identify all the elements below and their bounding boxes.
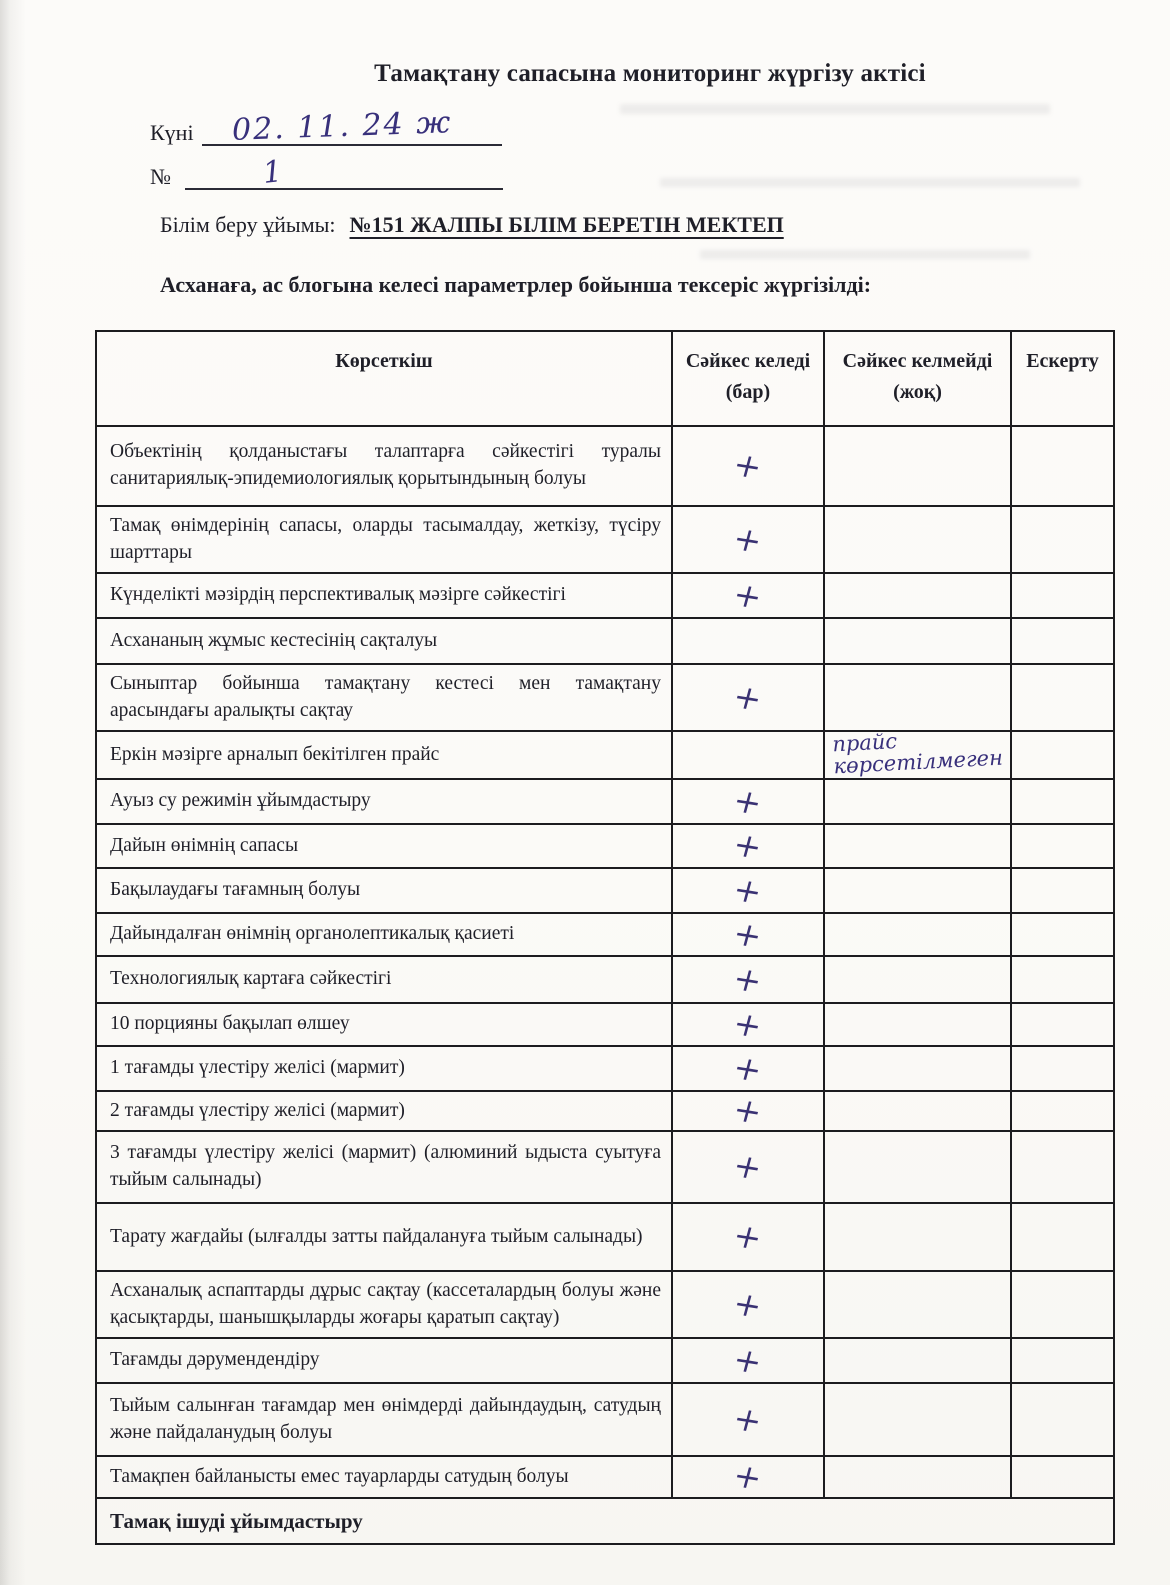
- date-field: [150, 105, 502, 148]
- mismatch-cell: [824, 1456, 1011, 1498]
- handwritten-note: [825, 1296, 1010, 1306]
- match-cell: [672, 779, 824, 824]
- remark-cell: [1011, 1003, 1114, 1046]
- match-cell: [672, 1271, 824, 1338]
- match-cell: [672, 1091, 824, 1131]
- handwritten-plus-mark: +: [729, 1089, 767, 1132]
- handwritten-plus-mark: +: [729, 1002, 767, 1046]
- match-cell: [672, 506, 824, 573]
- handwritten-plus-mark: +: [729, 1282, 767, 1326]
- table-row: [96, 426, 1114, 506]
- organization-field: [160, 212, 784, 238]
- indicator-label: Объектінің қолданыстағы талаптарға сәйкестігі туралы санитариялық-эпидемиологиялық қорытындының болуы: [96, 426, 672, 506]
- handwritten-note: [825, 531, 1010, 541]
- date-underline: [202, 105, 502, 148]
- number-field: [150, 156, 503, 190]
- mismatch-cell: [824, 868, 1011, 913]
- indicator-label: 2 тағамды үлестіру желісі (мармит): [96, 1091, 672, 1131]
- handwritten-plus-mark: +: [729, 868, 767, 912]
- handwritten-note: [825, 587, 1010, 597]
- handwritten-date: 02. 11. 24 ж: [231, 105, 453, 148]
- table-row: [96, 779, 1114, 824]
- indicator-label: Сыныптар бойынша тамақтану кестесі мен тамақтану арасындағы аралықты сақтау: [96, 664, 672, 731]
- handwritten-plus-mark: +: [729, 1397, 767, 1441]
- mismatch-cell: [824, 1046, 1011, 1091]
- indicator-label: Ауыз су режимін ұйымдастыру: [96, 779, 672, 824]
- mismatch-cell: [824, 618, 1011, 664]
- handwritten-plus-mark: +: [729, 444, 767, 487]
- indicator-label: 10 порцияны бақылап өлшеу: [96, 1003, 672, 1046]
- table-row: [96, 824, 1114, 868]
- handwritten-note: [825, 1060, 1010, 1070]
- indicator-label: Тарату жағдайы (ылғалды затты пайдалануға тыйым салынады): [96, 1203, 672, 1271]
- remark-cell: [1011, 1271, 1114, 1338]
- intro-text: Асханаға, ас блогына келесі параметрлер бойынша тексеріс жүргізілді:: [160, 272, 872, 297]
- organization-value: №151 ЖАЛПЫ БІЛІМ БЕРЕТІН МЕКТЕП: [349, 212, 784, 237]
- table-row: [96, 1338, 1114, 1383]
- remark-cell: [1011, 573, 1114, 618]
- table-row: [96, 913, 1114, 956]
- remark-cell: [1011, 1456, 1114, 1498]
- handwritten-note: [825, 926, 1010, 936]
- handwritten-note: [825, 1468, 1010, 1478]
- handwritten-number: 1: [261, 154, 284, 191]
- remark-cell: [1011, 618, 1114, 664]
- handwritten-plus-mark: +: [729, 1145, 767, 1188]
- indicator-label: Тамақпен байланысты емес тауарларды сатудың болуы: [96, 1456, 672, 1498]
- table-row: [96, 1271, 1114, 1338]
- table-row: [96, 573, 1114, 618]
- column-header-match: Сәйкес келеді (бар): [672, 331, 824, 426]
- mismatch-cell: [824, 1338, 1011, 1383]
- mismatch-cell: [824, 664, 1011, 731]
- mismatch-cell: [824, 1383, 1011, 1456]
- table-row: [96, 664, 1114, 731]
- number-label: №: [150, 164, 171, 189]
- indicator-label: Еркін мәзірге арналып бекітілген прайс: [96, 731, 672, 779]
- mismatch-cell: [824, 731, 1011, 779]
- mismatch-cell: [824, 1091, 1011, 1131]
- table-row: [96, 1383, 1114, 1456]
- section-title: Тамақ ішуді ұйымдастыру: [96, 1498, 1114, 1544]
- remark-cell: [1011, 506, 1114, 573]
- mismatch-cell: [824, 1131, 1011, 1203]
- match-cell: [672, 1383, 824, 1456]
- match-cell: [672, 573, 824, 618]
- mismatch-cell: [824, 1203, 1011, 1271]
- remark-cell: [1011, 956, 1114, 1003]
- remark-cell: [1011, 913, 1114, 956]
- handwritten-note: [825, 837, 1010, 847]
- indicator-label: Технологиялық картаға сәйкестігі: [96, 956, 672, 1003]
- handwritten-plus-mark: +: [729, 912, 767, 956]
- number-underline: [185, 156, 503, 190]
- table-row: [96, 1003, 1114, 1046]
- handwritten-note: [825, 971, 1010, 981]
- mismatch-cell: [824, 779, 1011, 824]
- handwritten-plus-mark: +: [729, 824, 767, 867]
- table-row: [96, 1203, 1114, 1271]
- table-row: [96, 731, 1114, 779]
- indicator-label: 3 тағамды үлестіру желісі (мармит) (алюминий ыдыста суытуға тыйым салынады): [96, 1131, 672, 1203]
- document-title: Тамақтану сапасына мониторинг жүргізу актісі: [374, 60, 926, 87]
- indicator-label: Бақылаудағы тағамның болуы: [96, 868, 672, 913]
- column-header-indicator: Көрсеткіш: [96, 331, 672, 426]
- handwritten-note: [825, 1102, 1010, 1112]
- indicator-label: Асханалық аспаптарды дұрыс сақтау (кассеталардың болуы және қасықтарды, шанышқыларды жоғары қаратып сақтау): [96, 1271, 672, 1338]
- indicator-label: Тыйым салынған тағамдар мен өнімдерді дайындаудың, сатудың және пайдаланудың болуы: [96, 1383, 672, 1456]
- indicator-label: 1 тағамды үлестіру желісі (мармит): [96, 1046, 672, 1091]
- remark-cell: [1011, 664, 1114, 731]
- remark-cell: [1011, 1131, 1114, 1203]
- remark-cell: [1011, 824, 1114, 868]
- match-cell: [672, 731, 824, 779]
- remark-cell: [1011, 1203, 1114, 1271]
- match-cell: [672, 618, 824, 664]
- remark-cell: [1011, 1046, 1114, 1091]
- handwritten-note: [825, 793, 1010, 803]
- match-cell: [672, 956, 824, 1003]
- match-cell: [672, 1203, 824, 1271]
- table-row: [96, 506, 1114, 573]
- handwritten-note: [825, 1228, 1010, 1238]
- handwritten-note: прайс көрсетілмеген: [831, 729, 1004, 779]
- remark-cell: [1011, 1338, 1114, 1383]
- monitoring-table: [95, 330, 1115, 1545]
- remark-cell: [1011, 779, 1114, 824]
- handwritten-note: [825, 457, 1010, 467]
- mismatch-cell: [824, 506, 1011, 573]
- table-header-row: [96, 331, 1114, 426]
- table-row: [96, 1046, 1114, 1091]
- handwritten-note: [825, 1158, 1010, 1168]
- remark-cell: [1011, 426, 1114, 506]
- match-cell: [672, 1456, 824, 1498]
- handwritten-note: [825, 689, 1010, 699]
- table-row: [96, 1131, 1114, 1203]
- mismatch-cell: [824, 956, 1011, 1003]
- match-cell: [672, 426, 824, 506]
- match-cell: [672, 824, 824, 868]
- mismatch-cell: [824, 1271, 1011, 1338]
- remark-cell: [1011, 1383, 1114, 1456]
- remark-cell: [1011, 731, 1114, 779]
- remark-cell: [1011, 868, 1114, 913]
- handwritten-note: [825, 1411, 1010, 1421]
- handwritten-plus-mark: +: [729, 1338, 767, 1382]
- match-cell: [672, 1003, 824, 1046]
- handwritten-plus-mark: +: [729, 1215, 767, 1258]
- table-section-row: [96, 1498, 1114, 1544]
- handwritten-note: [825, 1016, 1010, 1026]
- handwritten-plus-mark: +: [729, 779, 767, 823]
- table-row: [96, 618, 1114, 664]
- indicator-label: Асхананың жұмыс кестесінің сақталуы: [96, 618, 672, 664]
- match-cell: [672, 1131, 824, 1203]
- bleedthrough-artifact: [620, 104, 1050, 114]
- match-cell: [672, 1338, 824, 1383]
- column-header-remark: Ескерту: [1011, 331, 1114, 426]
- handwritten-note: [825, 632, 1010, 642]
- handwritten-plus-mark: +: [729, 675, 767, 719]
- indicator-label: Тағамды дәрумендендіру: [96, 1338, 672, 1383]
- match-cell: [672, 664, 824, 731]
- indicator-label: Дайын өнімнің сапасы: [96, 824, 672, 868]
- indicator-label: Дайындалған өнімнің органолептикалық қасиеті: [96, 913, 672, 956]
- handwritten-plus-mark: +: [729, 957, 767, 1001]
- mismatch-cell: [824, 824, 1011, 868]
- match-cell: [672, 913, 824, 956]
- table-row: [96, 1091, 1114, 1131]
- handwritten-plus-mark: +: [729, 1046, 767, 1090]
- table-row: [96, 868, 1114, 913]
- date-label: Күні: [150, 120, 194, 145]
- indicator-label: Күнделікті мәзірдің перспективалық мәзірге сәйкестігі: [96, 573, 672, 618]
- handwritten-note: [825, 882, 1010, 892]
- handwritten-plus-mark: +: [729, 517, 767, 561]
- mismatch-cell: [824, 913, 1011, 956]
- match-cell: [672, 1046, 824, 1091]
- table-row: [96, 1456, 1114, 1498]
- table-row: [96, 956, 1114, 1003]
- match-cell: [672, 868, 824, 913]
- mismatch-cell: [824, 426, 1011, 506]
- indicator-label: Тамақ өнімдерінің сапасы, оларды тасымалдау, жеткізу, түсіру шарттары: [96, 506, 672, 573]
- bleedthrough-artifact: [660, 178, 1080, 187]
- remark-cell: [1011, 1091, 1114, 1131]
- column-header-mismatch: Сәйкес келмейді (жоқ): [824, 331, 1011, 426]
- handwritten-note: [825, 1352, 1010, 1362]
- handwritten-plus-mark: +: [729, 573, 767, 617]
- mismatch-cell: [824, 573, 1011, 618]
- handwritten-plus-mark: +: [729, 1455, 767, 1498]
- bleedthrough-artifact: [700, 250, 1030, 259]
- mismatch-cell: [824, 1003, 1011, 1046]
- organization-label: Білім беру ұйымы:: [160, 212, 336, 237]
